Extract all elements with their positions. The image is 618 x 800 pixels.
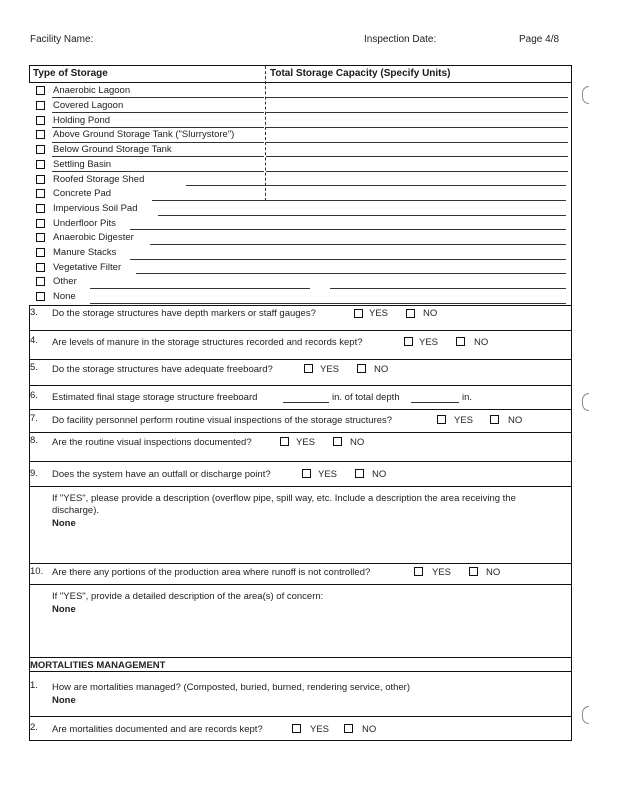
q9-yes-checkbox[interactable] [302, 469, 311, 478]
storage-item-label: Manure Stacks [53, 247, 117, 258]
table-right-border [571, 65, 572, 305]
manure-stacks-checkbox[interactable] [36, 248, 45, 257]
section-divider [29, 305, 572, 306]
table-left-border [29, 65, 30, 83]
storage-item-label: Underfloor Pits [53, 218, 116, 229]
question-7-text: Do facility personnel perform routine visual inspections of the storage structures? [52, 415, 393, 426]
q7-yes-checkbox[interactable] [437, 415, 446, 424]
capacity-field[interactable] [266, 112, 568, 113]
total-depth-field[interactable] [411, 402, 459, 403]
capacity-field[interactable] [266, 156, 568, 157]
section-divider [29, 657, 572, 658]
section-divider [29, 409, 572, 410]
yes-label: YES [432, 567, 452, 578]
question-10-answer: None [52, 604, 76, 615]
yes-label: YES [310, 724, 330, 735]
question-number: 9. [30, 468, 38, 479]
section-divider [29, 584, 572, 585]
punch-hole-mark [582, 86, 589, 104]
punch-hole-mark [582, 393, 589, 411]
capacity-field[interactable] [330, 288, 566, 289]
type-of-storage-header: Type of Storage [33, 68, 108, 79]
storage-item-label: Roofed Storage Shed [53, 174, 145, 185]
no-label: NO [372, 469, 387, 480]
q5-no-checkbox[interactable] [357, 364, 366, 373]
no-label: NO [350, 437, 365, 448]
row-divider [52, 127, 264, 128]
none-checkbox[interactable] [36, 292, 45, 301]
question-6-text: in. of total depth [332, 392, 400, 403]
capacity-field[interactable] [130, 259, 566, 260]
concrete-pad-checkbox[interactable] [36, 189, 45, 198]
storage-item-label: Below Ground Storage Tank [53, 144, 172, 155]
yes-label: YES [320, 364, 340, 375]
above-ground-tank-checkbox[interactable] [36, 130, 45, 139]
section-divider [29, 486, 572, 487]
storage-item-label: Concrete Pad [53, 188, 112, 199]
capacity-field[interactable] [136, 273, 566, 274]
question-number: 2. [30, 722, 38, 733]
question-9-followup: If "YES", please provide a description (overflow pipe, spill way, etc. Include a description the area receiving the [52, 493, 516, 504]
yes-label: YES [419, 337, 439, 348]
storage-item-label: Vegetative Filter [53, 262, 122, 273]
punch-hole-mark [582, 706, 589, 724]
holding-pond-checkbox[interactable] [36, 116, 45, 125]
capacity-field[interactable] [266, 127, 568, 128]
covered-lagoon-checkbox[interactable] [36, 101, 45, 110]
question-number: 8. [30, 435, 38, 446]
no-label: NO [486, 567, 501, 578]
question-number: 10. [30, 566, 44, 577]
table-column-divider [265, 66, 266, 201]
mortalities-q1-answer: None [52, 695, 76, 706]
section-divider [29, 359, 572, 360]
no-label: NO [508, 415, 523, 426]
question-8-text: Are the routine visual inspections documented? [52, 437, 252, 448]
question-10-text: Are there any portions of the production area where runoff is not controlled? [52, 567, 371, 578]
storage-item-label: Anaerobic Lagoon [53, 85, 131, 96]
inspection-date-label: Inspection Date: [364, 34, 437, 45]
question-number: 5. [30, 362, 38, 373]
mortalities-q2-no-checkbox[interactable] [344, 724, 353, 733]
question-number: 7. [30, 413, 38, 424]
mortalities-q2-text: Are mortalities documented and are records kept? [52, 724, 263, 735]
section-divider [29, 716, 572, 717]
facility-name-label: Facility Name: [30, 34, 94, 45]
storage-item-label: Covered Lagoon [53, 100, 124, 111]
section-divider [29, 385, 572, 386]
row-divider [52, 156, 264, 157]
page-right-border [571, 305, 572, 740]
storage-item-label: Anaerobic Digester [53, 232, 134, 243]
yes-label: YES [454, 415, 474, 426]
question-number: 6. [30, 390, 38, 401]
page-number: Page 4/8 [519, 34, 560, 45]
question-5-text: Do the storage structures have adequate freeboard? [52, 364, 273, 375]
question-9-followup: discharge). [52, 505, 99, 516]
question-3-text: Do the storage structures have depth markers or staff gauges? [52, 308, 316, 319]
question-6-text: Estimated final stage storage structure freeboard [52, 392, 258, 403]
q7-no-checkbox[interactable] [490, 415, 499, 424]
capacity-field[interactable] [130, 229, 566, 230]
q8-yes-checkbox[interactable] [280, 437, 289, 446]
section-divider [29, 740, 572, 741]
section-divider [29, 330, 572, 331]
capacity-header: Total Storage Capacity (Specify Units) [270, 68, 451, 79]
capacity-field[interactable] [90, 303, 566, 304]
freeboard-field[interactable] [283, 402, 329, 403]
capacity-field[interactable] [152, 200, 566, 201]
no-label: NO [423, 308, 438, 319]
settling-basin-checkbox[interactable] [36, 160, 45, 169]
yes-label: YES [318, 469, 338, 480]
question-9-answer: None [52, 518, 76, 529]
roofed-storage-shed-checkbox[interactable] [36, 175, 45, 184]
q8-no-checkbox[interactable] [333, 437, 342, 446]
question-9-text: Does the system have an outfall or discharge point? [52, 469, 271, 480]
q5-yes-checkbox[interactable] [304, 364, 313, 373]
anaerobic-lagoon-checkbox[interactable] [36, 86, 45, 95]
no-label: NO [474, 337, 489, 348]
q9-no-checkbox[interactable] [355, 469, 364, 478]
section-divider [29, 432, 572, 433]
question-10-followup: If "YES", provide a detailed description of the area(s) of concern: [52, 591, 324, 602]
page-left-border [29, 305, 30, 740]
q10-yes-checkbox[interactable] [414, 567, 423, 576]
storage-item-label: None [53, 291, 76, 302]
table-top-border [29, 65, 572, 66]
table-header-divider [29, 82, 572, 83]
below-ground-tank-checkbox[interactable] [36, 145, 45, 154]
q4-yes-checkbox[interactable] [404, 337, 413, 346]
question-number: 4. [30, 335, 38, 346]
section-divider [29, 671, 572, 672]
q3-no-checkbox[interactable] [406, 309, 415, 318]
capacity-field[interactable] [266, 97, 568, 98]
mortalities-q1-text: How are mortalities managed? (Composted, buried, burned, rendering service, other) [52, 682, 411, 693]
other-checkbox[interactable] [36, 277, 45, 286]
mortalities-heading: MORTALITIES MANAGEMENT [30, 660, 166, 671]
no-label: NO [362, 724, 377, 735]
question-number: 1. [30, 680, 38, 691]
anaerobic-digester-checkbox[interactable] [36, 233, 45, 242]
question-6-unit: in. [462, 392, 473, 403]
q10-no-checkbox[interactable] [469, 567, 478, 576]
capacity-field[interactable] [266, 142, 568, 143]
storage-item-label: Above Ground Storage Tank ("Slurrystore") [53, 129, 235, 140]
underfloor-pits-checkbox[interactable] [36, 219, 45, 228]
other-specify-field[interactable] [90, 288, 310, 289]
capacity-field[interactable] [150, 244, 566, 245]
row-divider [52, 142, 264, 143]
row-divider [52, 171, 264, 172]
mortalities-q2-yes-checkbox[interactable] [292, 724, 301, 733]
q4-no-checkbox[interactable] [456, 337, 465, 346]
storage-item-label: Impervious Soil Pad [53, 203, 138, 214]
capacity-field[interactable] [266, 171, 568, 172]
storage-item-label: Settling Basin [53, 159, 112, 170]
vegetative-filter-checkbox[interactable] [36, 263, 45, 272]
row-divider [52, 97, 264, 98]
q3-yes-checkbox[interactable] [354, 309, 363, 318]
yes-label: YES [369, 308, 389, 319]
capacity-field[interactable] [158, 215, 566, 216]
question-number: 3. [30, 307, 38, 318]
section-divider [29, 461, 572, 462]
capacity-field[interactable] [186, 185, 566, 186]
no-label: NO [374, 364, 389, 375]
impervious-soil-pad-checkbox[interactable] [36, 204, 45, 213]
row-divider [52, 112, 264, 113]
yes-label: YES [296, 437, 316, 448]
storage-item-label: Holding Pond [53, 115, 111, 126]
question-4-text: Are levels of manure in the storage structures recorded and records kept? [52, 337, 363, 348]
section-divider [29, 563, 572, 564]
storage-item-label: Other [53, 276, 77, 287]
